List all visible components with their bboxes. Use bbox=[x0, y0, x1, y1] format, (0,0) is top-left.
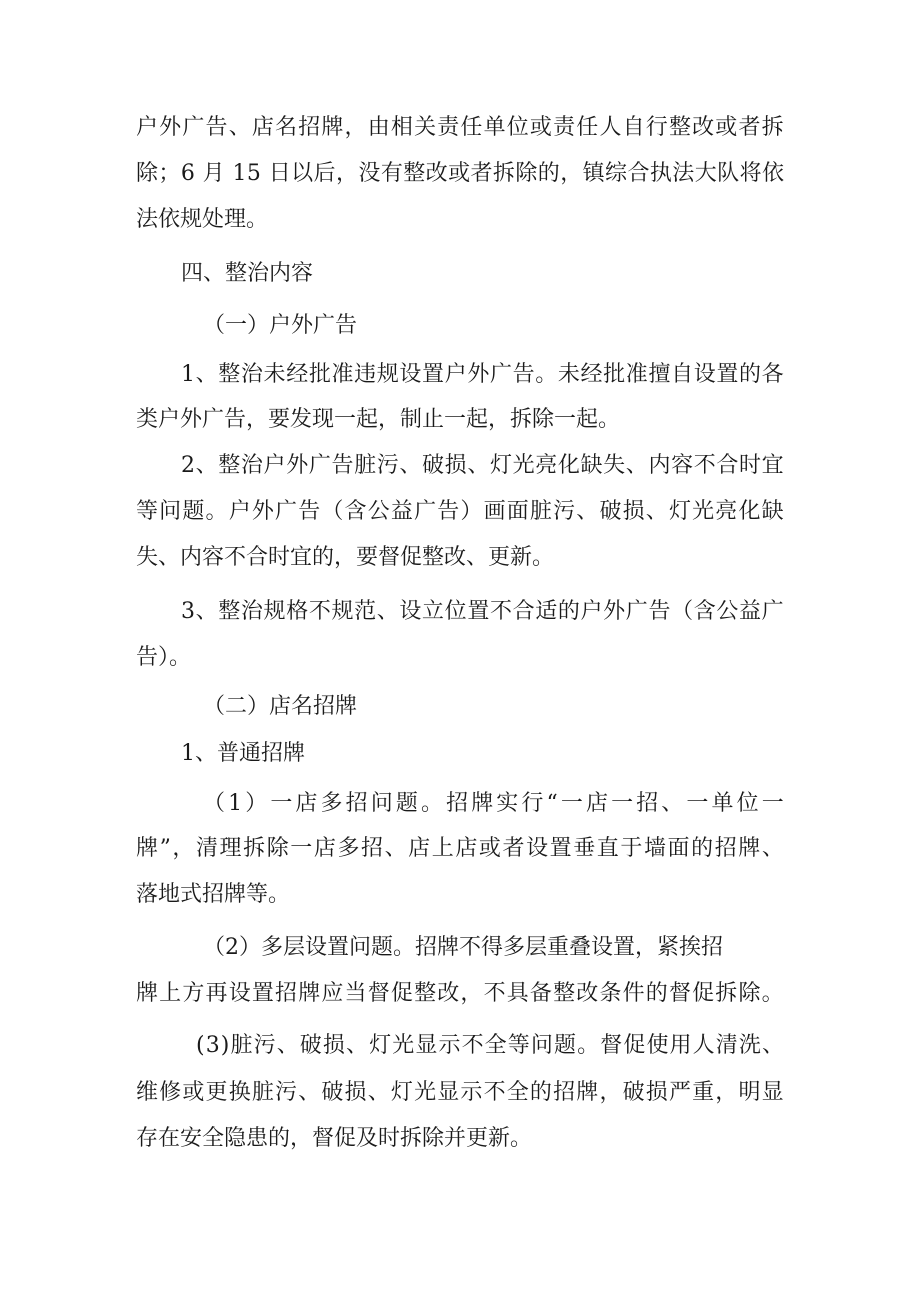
text-line: 2 、 整 治 户 外 广 告 脏 污 、 破 损 、 灯 光 亮 化 缺 失 、 内 容 不 合 时 宜 bbox=[181, 453, 784, 478]
text-line: 落地式招牌等。 bbox=[136, 882, 291, 907]
text-line: 等 问 题 。 户 外 广 告 （ 含 公 益 广 告 ） 画 面 脏 污 、 破 损 、 灯 光 亮 化 缺 bbox=[136, 499, 784, 524]
subsection-heading: （二）店名招牌 bbox=[203, 694, 358, 719]
text-line: 3 、 整 治 规 格 不 规 范 、 设 立 位 置 不 合 适 的 户 外 广 告 （ 含 公 益 广 bbox=[181, 599, 784, 624]
text-line: 1 、 整 治 未 经 批 准 违 规 设 置 户 外 广 告 。 未 经 批 准 擅 自 设 置 的 各 bbox=[181, 362, 784, 387]
text-line: 牌 上 方 再 设 置 招 牌 应 当 督 促 整 改 ， 不 具 备 整 改 条 件 的 督 促 拆 除 。 bbox=[136, 981, 784, 1006]
item-heading: 1、普通招牌 bbox=[181, 741, 305, 766]
text-line: ( 3 ) 脏 污 、 破 损 、 灯 光 显 示 不 全 等 问 题 。 督 促 使 用 人 清 洗 、 bbox=[196, 1033, 784, 1058]
text-line: 失、内容不合时宜的，要督促整改、更新。 bbox=[136, 545, 555, 570]
text-line: 告）。 bbox=[136, 645, 192, 670]
text-line: 类户外广告，要发现一起，制止一起，拆除一起。 bbox=[136, 407, 621, 432]
text-line: 户 外 广 告 、 店 名 招 牌 ， 由 相 关 责 任 单 位 或 责 任 人 自 行 整 改 或 者 拆 bbox=[136, 115, 784, 140]
text-line: （2）多层设置问题。招牌不得多层重叠设置，紧挨招 bbox=[203, 935, 723, 960]
text-line: 法依规处理。 bbox=[136, 207, 269, 232]
text-line: 除 ； 6 月 1 5 日 以 后 ， 没 有 整 改 或 者 拆 除 的 ， 镇 综 合 执 法 大 队 将 依 bbox=[136, 161, 784, 186]
section-heading: 四、整治内容 bbox=[181, 261, 314, 286]
subsection-heading: （一）户外广告 bbox=[203, 313, 358, 338]
text-line: 存在安全隐患的，督促及时拆除并更新。 bbox=[136, 1126, 533, 1151]
text-line: （ 1 ） 一 店 多 招 问 题 。 招 牌 实 行 “ 一 店 一 招 、 一 单 位 一 bbox=[203, 791, 784, 816]
text-line: 牌 ” ， 清 理 拆 除 一 店 多 招 、 店 上 店 或 者 设 置 垂 直 于 墙 面 的 招 牌 、 bbox=[136, 836, 784, 861]
text-line: 维 修 或 更 换 脏 污 、 破 损 、 灯 光 显 示 不 全 的 招 牌 ， 破 损 严 重 ， 明 显 bbox=[136, 1080, 784, 1105]
